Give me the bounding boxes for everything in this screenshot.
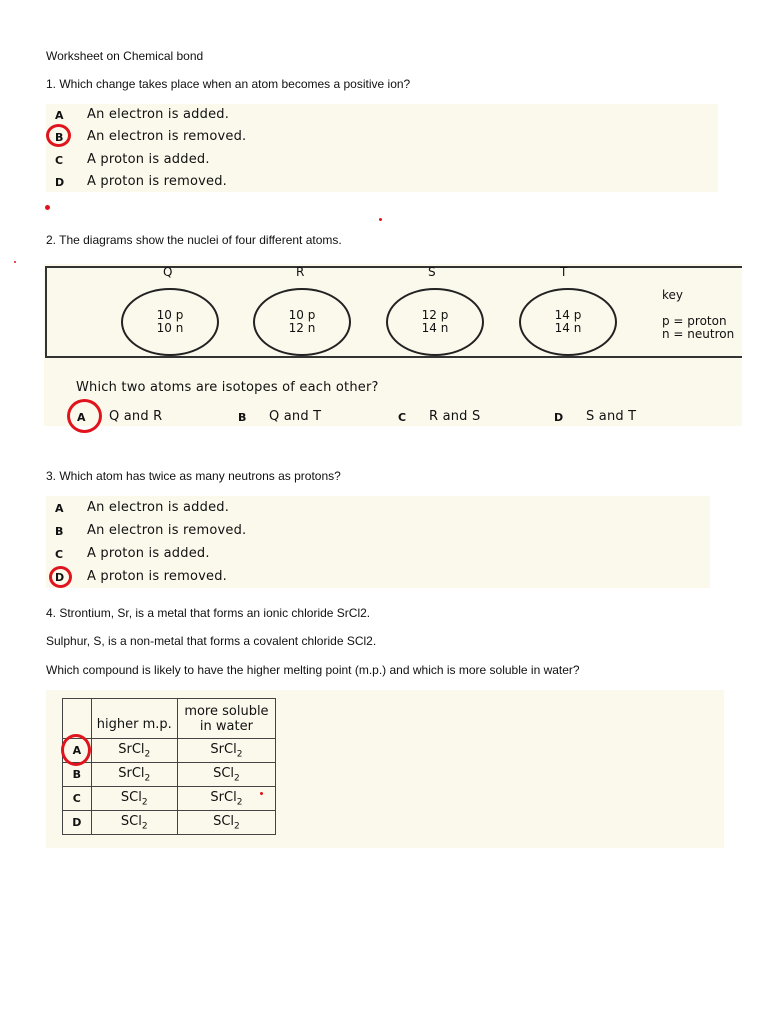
option-text: A proton is removed.	[87, 569, 227, 584]
neutron-count: 14 n	[421, 321, 449, 335]
formula-sub: 2	[236, 797, 243, 808]
question-1-text: 1. Which change takes place when an atom becomes a positive ion?	[46, 77, 411, 91]
answer-circle-mark	[49, 566, 72, 588]
key-neutron: n = neutron	[662, 327, 735, 341]
option-text: An electron is added.	[87, 500, 230, 515]
formula: SCl	[213, 813, 235, 829]
table-row	[63, 763, 276, 787]
option-text: Q and R	[109, 409, 163, 424]
stray-mark	[45, 205, 50, 210]
atom-label: Q	[163, 265, 173, 279]
col-header-mp: higher m.p.	[91, 699, 177, 739]
question-3-options	[46, 496, 710, 588]
option-letter: A	[77, 411, 86, 424]
question-2-text: 2. The diagrams show the nuclei of four different atoms.	[46, 233, 342, 247]
row-letter: D	[63, 811, 92, 835]
neutron-count: 10 n	[156, 321, 184, 335]
answer-circle-mark	[61, 734, 91, 766]
answer-table	[62, 698, 276, 835]
header-line: in water	[199, 718, 253, 734]
answer-circle-mark	[46, 124, 71, 147]
option-text: R and S	[429, 409, 481, 424]
formula: SCl	[120, 789, 142, 805]
proton-count: 12 p	[421, 308, 449, 322]
formula-sub: 2	[234, 821, 240, 832]
soluble-cell	[177, 811, 275, 835]
option-letter: C	[55, 548, 64, 561]
neutron-count: 12 n	[288, 321, 316, 335]
option-letter: B	[238, 411, 247, 424]
nucleus-t	[519, 288, 617, 356]
option-text: An electron is added.	[87, 107, 230, 122]
table-row	[63, 787, 276, 811]
table-row	[63, 811, 276, 835]
row-letter: B	[63, 763, 92, 787]
option-letter: C	[398, 411, 407, 424]
formula-sub: 2	[144, 773, 151, 784]
mp-cell	[91, 763, 177, 787]
soluble-cell	[177, 763, 275, 787]
proton-count: 10 p	[156, 308, 184, 322]
key-proton: p = proton	[662, 314, 727, 328]
mp-cell	[91, 811, 177, 835]
formula-sub: 2	[141, 797, 148, 808]
stray-mark	[260, 792, 263, 795]
mp-cell	[91, 787, 177, 811]
option-text: A proton is added.	[87, 152, 210, 167]
col-header-soluble	[177, 699, 275, 739]
option-letter: B	[55, 131, 64, 144]
option-text: An electron is removed.	[87, 523, 247, 538]
atom-label: R	[296, 265, 305, 279]
option-text: An electron is removed.	[87, 129, 247, 144]
option-text: A proton is added.	[87, 546, 210, 561]
formula-sub: 2	[144, 749, 151, 760]
question-1-options	[46, 104, 718, 192]
question-4-line3: Which compound is likely to have the higher melting point (m.p.) and which is more soluble in water?	[46, 663, 580, 677]
proton-count: 10 p	[288, 308, 316, 322]
option-text: A proton is removed.	[87, 174, 227, 189]
atom-label: T	[560, 265, 568, 279]
row-letter: A	[63, 739, 92, 763]
answer-circle-mark	[67, 399, 102, 433]
header-line: more soluble	[184, 703, 269, 719]
table-row	[63, 739, 276, 763]
proton-count: 14 p	[554, 308, 582, 322]
option-letter: A	[55, 502, 64, 515]
stray-mark	[379, 218, 382, 221]
formula-sub: 2	[141, 821, 148, 832]
option-letter: A	[55, 109, 64, 122]
nucleus-r	[253, 288, 351, 356]
option-text: S and T	[586, 409, 637, 424]
formula: SrCl	[210, 789, 237, 805]
formula: SrCl	[118, 741, 145, 757]
option-letter: C	[55, 154, 64, 167]
nucleus-q	[121, 288, 219, 356]
option-letter: D	[55, 571, 65, 584]
neutron-count: 14 n	[554, 321, 582, 335]
formula: SCl	[213, 765, 235, 781]
atom-label: S	[428, 265, 436, 279]
formula: SCl	[120, 813, 142, 829]
soluble-cell	[177, 739, 275, 763]
option-letter: B	[55, 525, 64, 538]
option-text: Q and T	[269, 409, 322, 424]
mp-cell	[91, 739, 177, 763]
question-3-text: 3. Which atom has twice as many neutrons as protons?	[46, 469, 341, 483]
formula-sub: 2	[234, 773, 240, 784]
soluble-cell	[177, 787, 275, 811]
row-letter: C	[63, 787, 92, 811]
option-letter: D	[554, 411, 564, 424]
question-2-subquestion: Which two atoms are isotopes of each other?	[76, 380, 379, 395]
stray-mark	[14, 261, 16, 263]
formula: SrCl	[210, 741, 237, 757]
question-4-line1: 4. Strontium, Sr, is a metal that forms an ionic chloride SrCl2.	[46, 606, 371, 620]
table-corner	[63, 699, 92, 739]
worksheet-title: Worksheet on Chemical bond	[46, 49, 204, 63]
key-title: key	[662, 288, 684, 302]
option-letter: D	[55, 176, 65, 189]
question-4-line2: Sulphur, S, is a non-metal that forms a covalent chloride SCl2.	[46, 634, 377, 648]
nucleus-s	[386, 288, 484, 356]
formula-sub: 2	[236, 749, 243, 760]
formula: SrCl	[118, 765, 145, 781]
